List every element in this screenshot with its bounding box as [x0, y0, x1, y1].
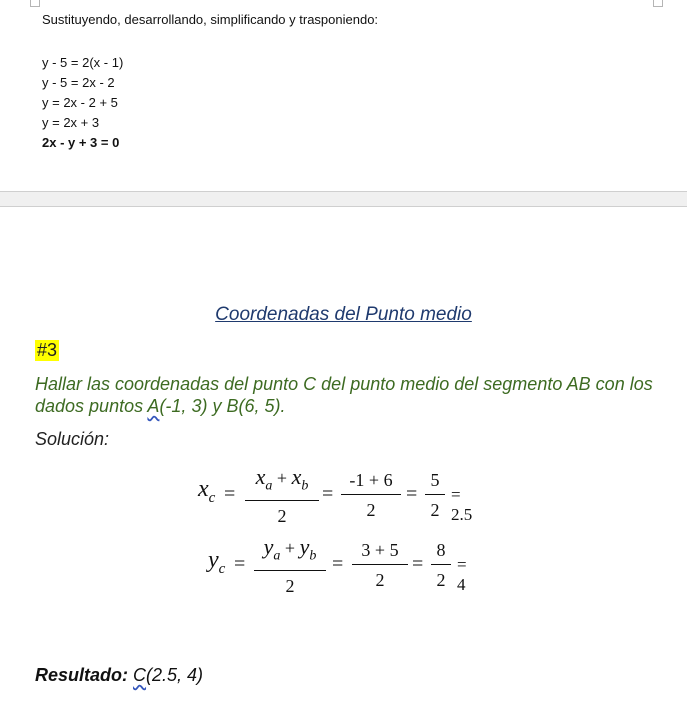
- formula-lhs: $y_c$: [208, 547, 226, 577]
- fraction-numerator: 3 + 5: [361, 540, 399, 560]
- fraction-numerator: $y_a + y_b$: [263, 534, 317, 564]
- page-separator: [0, 192, 687, 207]
- equation-line: y - 5 = 2(x - 1): [42, 55, 124, 70]
- formula-result: = 2.5: [451, 485, 473, 524]
- equation-list: [42, 53, 123, 153]
- fraction-denominator: 2: [375, 570, 385, 590]
- fraction-numerator: 8: [436, 540, 446, 560]
- page-corner-mark-left: [30, 0, 40, 7]
- fraction-denominator: 2: [430, 500, 440, 520]
- point-a-letter: A: [147, 396, 160, 416]
- result-value: [133, 665, 203, 685]
- document-page-2: [0, 207, 687, 706]
- formula-result: = 4: [457, 555, 467, 594]
- equation-line: y = 2x + 3: [42, 115, 100, 130]
- equation-line-final: 2x - y + 3 = 0: [42, 135, 120, 150]
- document-page-1: [0, 0, 687, 192]
- solution-label: Solución:: [35, 429, 110, 449]
- result-line: [35, 665, 203, 686]
- equals-sign: =: [224, 483, 236, 505]
- equals-sign: =: [406, 483, 418, 505]
- fraction-denominator: 2: [366, 500, 376, 520]
- problem-statement: [35, 373, 665, 417]
- fraction-general: [245, 465, 319, 528]
- fraction-general: [254, 535, 326, 598]
- intro-text: Sustituyendo, desarrollando, simplificando y trasponiendo:: [42, 12, 379, 27]
- point-c-letter: C: [133, 665, 147, 685]
- fraction-denominator: 2: [285, 576, 295, 597]
- problem-number-badge: #3: [37, 340, 58, 360]
- fraction-numerator: 5: [430, 470, 440, 490]
- fraction-denominator: 2: [277, 506, 287, 527]
- equation-line: y - 5 = 2x - 2: [42, 75, 115, 90]
- equals-sign: =: [332, 553, 344, 575]
- fraction-numerator: -1 + 6: [349, 470, 393, 490]
- result-label: Resultado:: [35, 665, 129, 685]
- fraction-substituted: [352, 538, 408, 592]
- equals-sign: =: [322, 483, 334, 505]
- fraction-denominator: 2: [436, 570, 446, 590]
- fraction-substituted: [341, 468, 401, 522]
- fraction-simplified: [425, 468, 445, 522]
- section-heading: Coordenadas del Punto medio: [215, 304, 472, 325]
- formula-lhs: $x_c$: [198, 476, 216, 506]
- point-c-rest: (2.5, 4): [146, 665, 204, 685]
- equation-line: y = 2x - 2 + 5: [42, 95, 118, 110]
- point-a-rest: (-1, 3) y B(6, 5).: [159, 396, 286, 416]
- problem-text: Hallar las coordenadas del punto C del punto medio del segmento AB con los dados puntos: [35, 374, 653, 416]
- equals-sign: =: [234, 553, 246, 575]
- equals-sign: =: [412, 553, 424, 575]
- fraction-numerator: $x_a + x_b$: [255, 464, 309, 494]
- fraction-simplified: [431, 538, 451, 592]
- page-corner-mark-right: [653, 0, 663, 7]
